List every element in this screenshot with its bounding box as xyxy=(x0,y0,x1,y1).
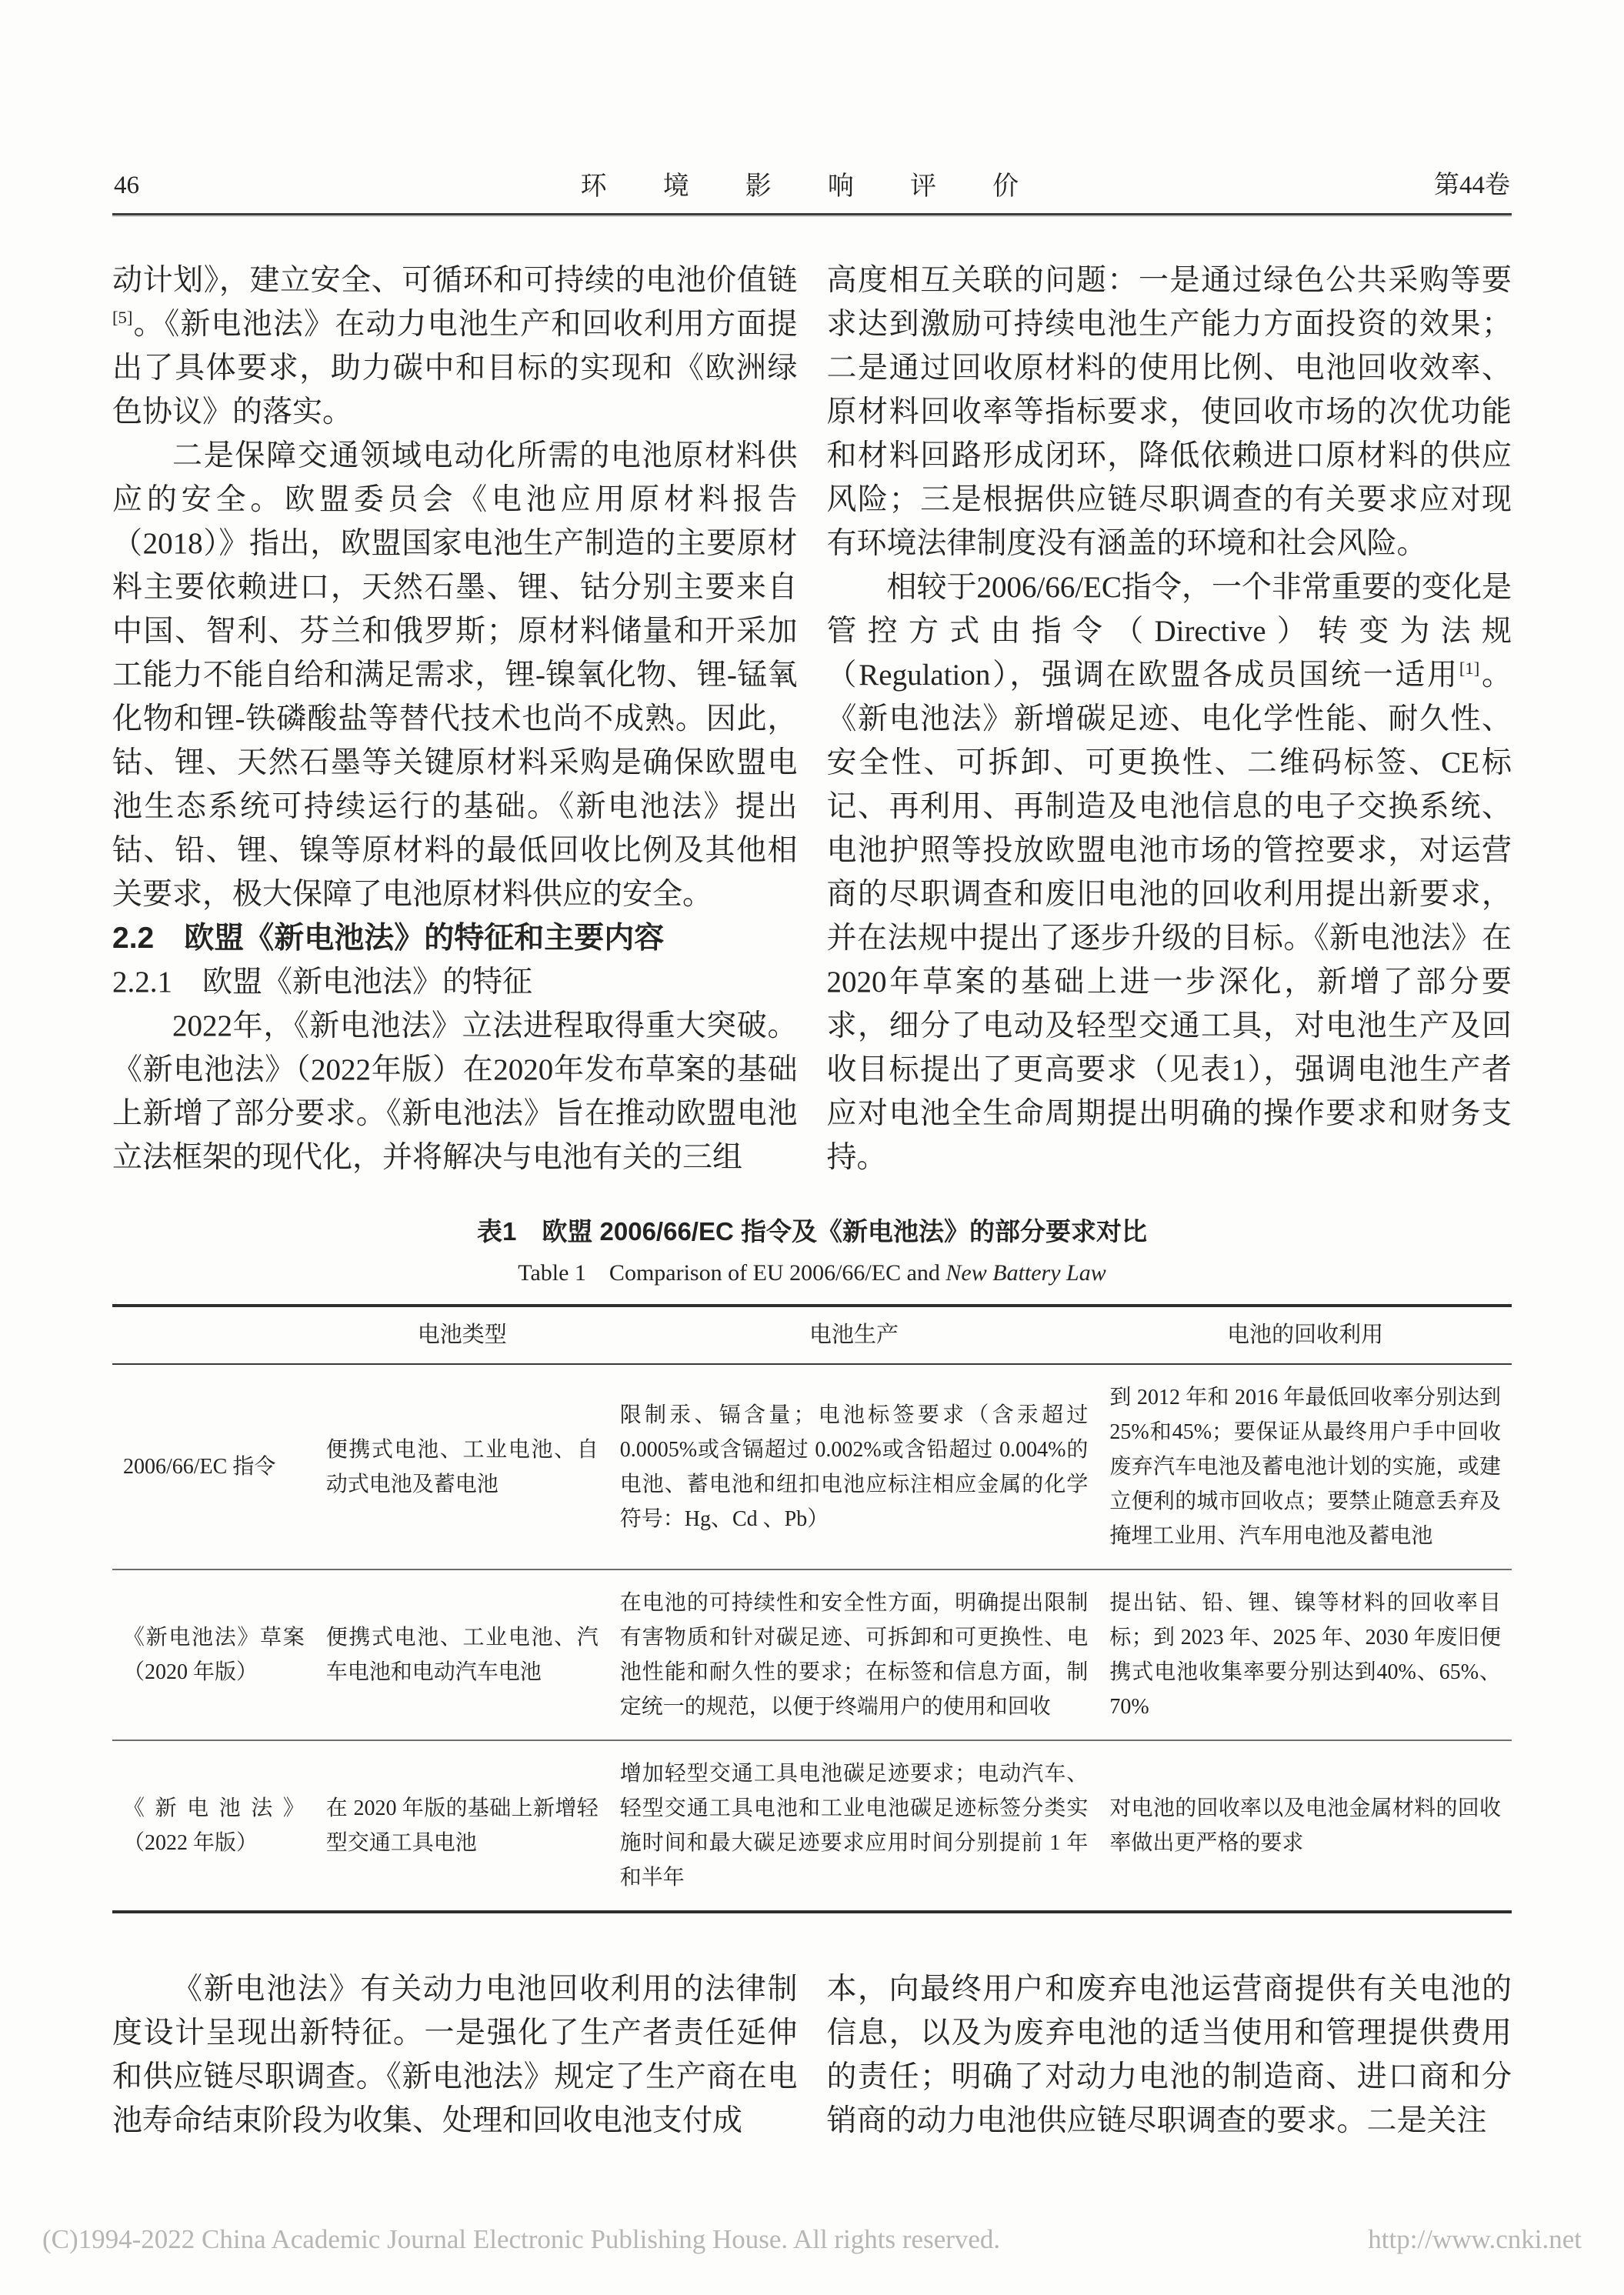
paragraph-continuation: 本，向最终用户和废弃电池运营商提供有关电池的信息，以及为废弃电池的适当使用和管理提供费用的责任；明确了对动力电池的制造商、进口商和分销商的动力电池供应链尽职调查的要求。二是关注 xyxy=(826,1973,1512,2137)
cell-battery-production: 增加轻型交通工具电池碳足迹要求；电动汽车、轻型交通工具电池和工业电池碳足迹标签分类实施时间和最大碳足迹要求应用时间分别提前 1 年和半年 xyxy=(619,1762,1089,1890)
row-label: 《新电池法》（2022 年版） xyxy=(123,1796,305,1855)
column-header-empty xyxy=(112,1306,315,1364)
cell-battery-production: 限制汞、镉含量；电池标签要求（含汞超过 0.0005%或含镉超过 0.002%或含铅超过 0.004%的电池、蓄电池和纽扣电池应标注相应金属的化学符号：Hg、Cd 、Pb） xyxy=(609,1364,1099,1569)
paragraph-continuation: 高度相互关联的问题：一是通过绿色公共采购等要求达到激励可持续电池生产能力方面投资的效果；二是通过回收原材料的使用比例、电池回收效率、原材料回收率等指标要求，使回收市场的次优功能和材料回路形成闭环，降低依赖进口原材料的供应风险；三是根据供应链尽职调查的有关要求应对现有环境法律制度没有涵盖的环境和社会风险。 xyxy=(826,264,1512,560)
table-1-block xyxy=(112,1216,1512,1913)
header-rule xyxy=(112,213,1512,215)
left-column-lower xyxy=(112,1967,798,2143)
cell-battery-type: 便携式电池、工业电池、自动式电池及蓄电池 xyxy=(315,1364,609,1569)
paragraph-continuation: 动计划》，建立安全、可循环和可持续的电池价值链[5]。《新电池法》在动力电池生产和回收利用方面提出了具体要求，助力碳中和目标的实现和《欧洲绿色协议》的落实。 xyxy=(112,264,798,429)
volume-label: 第44卷 xyxy=(1434,172,1510,199)
table-header-row xyxy=(112,1306,1512,1364)
copyright-text: (C)1994-2022 China Academic Journal Electronic Publishing House. All rights reserved. xyxy=(42,2224,1001,2254)
cell-battery-recycling: 到 2012 年和 2016 年最低回收率分别达到25%和45%；要保证从最终用户手中回收废弃汽车电池及蓄电池计划的实施，或建立便利的城市回收点；要禁止随意丢弃及掩埋工业用、汽车用电池及蓄电池 xyxy=(1099,1364,1512,1569)
table-title-en: Table 1 Comparison of EU 2006/66/EC and New Battery Law xyxy=(518,1260,1106,1286)
column-header-battery-recycling: 电池的回收利用 xyxy=(1099,1306,1512,1364)
column-header-battery-production: 电池生产 xyxy=(609,1306,1099,1364)
cell-battery-production: 在电池的可持续性和安全性方面，明确提出限制有害物质和针对碳足迹、可拆卸和可更换性、电池性能和耐久性的要求；在标签和信息方面，制定统一的规范，以便于终端用户的使用和回收 xyxy=(609,1569,1099,1740)
cnki-footer xyxy=(42,2224,1582,2255)
table-title-italic: New Battery Law xyxy=(945,1260,1106,1286)
body-columns-lower xyxy=(0,1967,1624,2143)
paragraph: 二是保障交通领域电动化所需的电池原材料供应的安全。欧盟委员会《电池应用原材料报告（2018）》指出，欧盟国家电池生产制造的主要原材料主要依赖进口，天然石墨、锂、钴分别主要来自中国、智利、芬兰和俄罗斯；原材料储量和开采加工能力不能自给和满足需求，锂-镍氧化物、锂-锰氧化物和锂-铁磷酸盐等替代技术也尚不成熟。因此，钴、锂、天然石墨等关键原材料采购是确保欧盟电池生态系统可持续运行的基础。《新电池法》提出钴、铅、锂、镍等原材料的最低回收比例及其他相关要求，极大保障了电池原材料供应的安全。 xyxy=(112,439,798,911)
section-heading-2-2-1: 2.2.1 欧盟《新电池法》的特征 xyxy=(112,966,533,999)
right-column-lower xyxy=(827,1967,1512,2143)
left-column xyxy=(112,259,798,1179)
citation-ref-1: [1] xyxy=(1459,659,1480,678)
paragraph: 《新电池法》有关动力电池回收利用的法律制度设计呈现出新特征。一是强化了生产者责任延伸和供应链尽职调查。《新电池法》规定了生产商在电池寿命结束阶段为收集、处理和回收电池支付成 xyxy=(112,1973,798,2137)
cell-battery-recycling: 提出钴、铅、锂、镍等材料的回收率目标；到 2023 年、2025 年、2030 年废旧便携式电池收集率要分别达到40%、65%、70% xyxy=(1099,1569,1512,1740)
journal-title: 环 境 影 响 评 价 xyxy=(580,172,1044,201)
comparison-table xyxy=(112,1304,1512,1913)
cnki-url: http://www.cnki.net xyxy=(1368,2224,1582,2254)
section-heading-2-2: 2.2 欧盟《新电池法》的特征和主要内容 xyxy=(112,922,665,955)
paragraph: 2022年，《新电池法》立法进程取得重大突破。《新电池法》（2022年版）在2020年发布草案的基础上新增了部分要求。《新电池法》旨在推动欧盟电池立法框架的现代化，并将解决与电池有关的三组 xyxy=(112,1009,798,1174)
row-label: 《新电池法》草案（2020 年版） xyxy=(112,1569,315,1740)
right-column xyxy=(827,259,1512,1179)
body-columns xyxy=(0,259,1624,1179)
table-row xyxy=(112,1740,1512,1912)
cell-battery-type: 便携式电池、工业电池、汽车电池和电动汽车电池 xyxy=(315,1569,609,1740)
cell-battery-recycling: 对电池的回收率以及电池金属材料的回收率做出更严格的要求 xyxy=(1109,1796,1501,1855)
table-row xyxy=(112,1569,1512,1740)
paragraph: 相较于2006/66/EC指令，一个非常重要的变化是管控方式由指令（Directive）转变为法规（Regulation），强调在欧盟各成员国统一适用[1]。《新电池法》新增碳足迹、电化学性能、耐久性、安全性、可拆卸、可更换性、二维码标签、CE标记、再利用、再制造及电池信息的电子交换系统、电池护照等投放欧盟电池市场的管控要求，对运营商的尽职调查和废旧电池的回收利用提出新要求，并在法规中提出了逐步升级的目标。《新电池法》在2020年草案的基础上进一步深化，新增了部分要求，细分了电动及轻型交通工具，对电池生产及回收目标提出了更高要求（见表1），强调电池生产者应对电池全生命周期提出明确的操作要求和财务支持。 xyxy=(826,571,1512,1174)
running-head xyxy=(0,0,1624,201)
citation-ref-5: [5] xyxy=(112,308,133,327)
column-header-battery-type: 电池类型 xyxy=(315,1306,609,1364)
row-label: 2006/66/EC 指令 xyxy=(112,1364,315,1569)
cell-battery-type: 在 2020 年版的基础上新增轻型交通工具电池 xyxy=(325,1796,599,1855)
table-title-cn: 表1 欧盟 2006/66/EC 指令及《新电池法》的部分要求对比 xyxy=(477,1217,1147,1246)
page-number: 46 xyxy=(114,172,139,199)
table-row xyxy=(112,1364,1512,1569)
